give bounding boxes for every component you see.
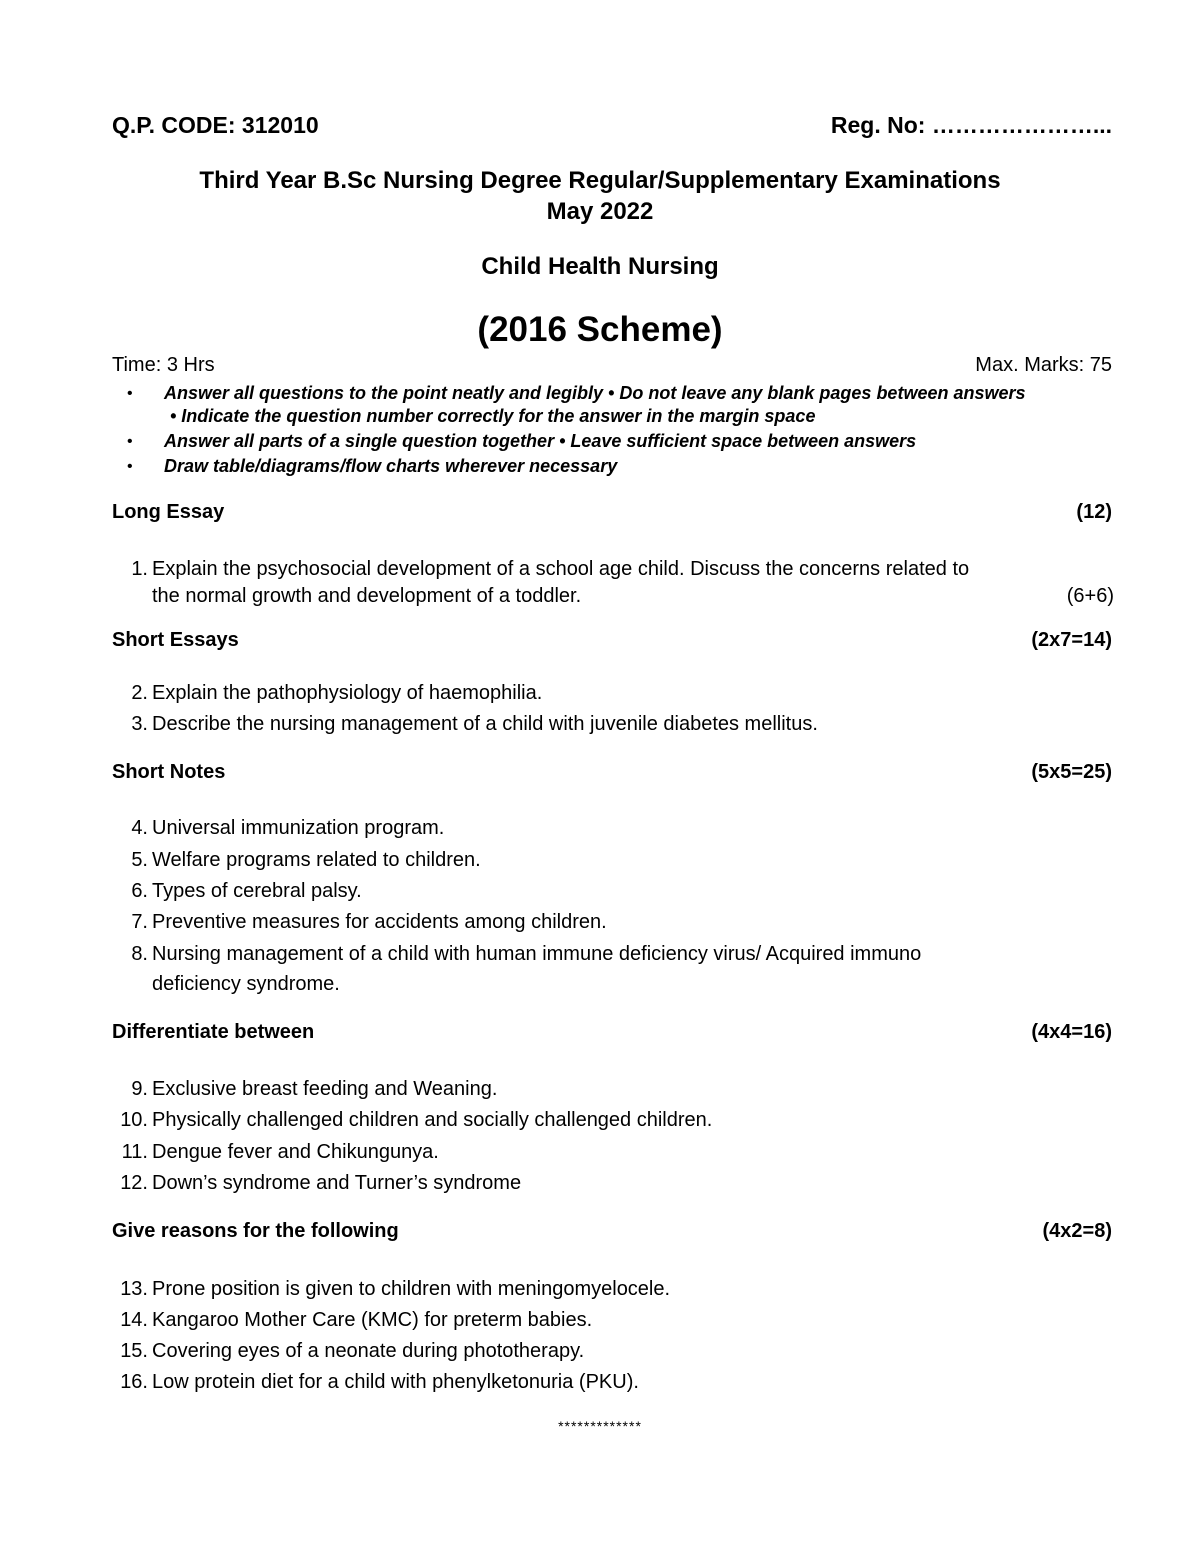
instruction-1: Answer all questions to the point neatly and legibly • Do not leave any blank pages between answers (164, 383, 1026, 403)
question-number: 9. (131, 1078, 148, 1100)
question-text: Low protein diet for a child with phenylketonuria (PKU). (152, 1371, 639, 1393)
question-text: Explain the psychosocial development of a school age child. Discuss the concerns related to (152, 558, 970, 580)
section-title: Short Essays (112, 629, 239, 651)
section-short-essays-header (112, 629, 1112, 652)
section-marks: (4x4=16) (1031, 1021, 1112, 1043)
exam-title: Third Year B.Sc Nursing Degree Regular/Supplementary Examinations (199, 167, 1001, 194)
question-text: Describe the nursing management of a child with juvenile diabetes mellitus. (152, 713, 818, 735)
section-title: Short Notes (112, 761, 226, 783)
question-text: Exclusive breast feeding and Weaning. (152, 1078, 498, 1100)
question-number: 10. (120, 1109, 148, 1131)
section-title: Differentiate between (112, 1021, 315, 1043)
question-number: 11. (121, 1141, 148, 1163)
question-text: Preventive measures for accidents among children. (152, 911, 607, 933)
reg-no: Reg. No: …………………... (830, 112, 1112, 138)
question-number: 3. (131, 713, 148, 735)
question-number: 13. (120, 1278, 148, 1300)
section-marks: (2x7=14) (1031, 629, 1112, 651)
instruction-2: Answer all parts of a single question together • Leave sufficient space between answers (164, 431, 917, 451)
instruction-3: Draw table/diagrams/flow charts wherever necessary (164, 456, 618, 476)
scheme-title: (2016 Scheme) (477, 310, 723, 349)
subject-title: Child Health Nursing (481, 253, 719, 280)
qp-code: Q.P. CODE: 312010 (112, 112, 319, 138)
question-number: 8. (131, 943, 148, 965)
question-text: Dengue fever and Chikungunya. (152, 1141, 439, 1163)
question-text: Physically challenged children and socially challenged children. (152, 1109, 713, 1131)
section-short-notes-header (112, 761, 1112, 784)
question-text: Universal immunization program. (152, 817, 445, 839)
question-number: 5. (131, 849, 148, 871)
question-number: 4. (131, 817, 148, 839)
instruction-bullet: • (127, 458, 133, 475)
section-title: Give reasons for the following (112, 1220, 399, 1242)
exam-date: May 2022 (546, 198, 654, 225)
question-text: Down’s syndrome and Turner’s syndrome (152, 1172, 522, 1194)
question-number: 1. (131, 558, 148, 580)
section-long-essay-header (112, 501, 1112, 524)
section-reasons-header (112, 1220, 1112, 1243)
question-number: 2. (131, 682, 148, 704)
question-marks: (6+6) (1066, 585, 1114, 607)
question-text: Welfare programs related to children. (152, 849, 481, 871)
max-marks-label: Max. Marks: 75 (975, 354, 1112, 376)
section-title: Long Essay (112, 501, 225, 523)
question-number: 14. (120, 1309, 148, 1331)
section-marks: (12) (1076, 501, 1112, 523)
section-marks: (5x5=25) (1031, 761, 1112, 783)
question-number: 16. (120, 1371, 148, 1393)
question-number: 12. (120, 1172, 148, 1194)
question-text: deficiency syndrome. (152, 973, 340, 995)
question-text: Kangaroo Mother Care (KMC) for preterm babies. (152, 1309, 593, 1331)
instruction-bullet: • (127, 385, 133, 402)
question-text: Covering eyes of a neonate during phototherapy. (152, 1340, 585, 1362)
question-text: Nursing management of a child with human immune deficiency virus/ Acquired immuno (152, 943, 922, 965)
section-differentiate-header (112, 1021, 1112, 1044)
question-number: 7. (131, 911, 148, 933)
time-marks-row (112, 354, 1112, 377)
question-number: 15. (120, 1340, 148, 1362)
header-row (112, 112, 1112, 139)
time-label: Time: 3 Hrs (112, 354, 215, 376)
question-text: Explain the pathophysiology of haemophilia. (152, 682, 543, 704)
question-text: Types of cerebral palsy. (152, 880, 362, 902)
question-text: Prone position is given to children with meningomyelocele. (152, 1278, 671, 1300)
end-marker: ************* (558, 1418, 642, 1434)
question-text: the normal growth and development of a toddler. (152, 585, 582, 607)
section-marks: (4x2=8) (1042, 1220, 1112, 1242)
instruction-bullet: • (127, 433, 133, 450)
instruction-1b: • Indicate the question number correctly for the answer in the margin space (170, 406, 816, 426)
question-number: 6. (131, 880, 148, 902)
